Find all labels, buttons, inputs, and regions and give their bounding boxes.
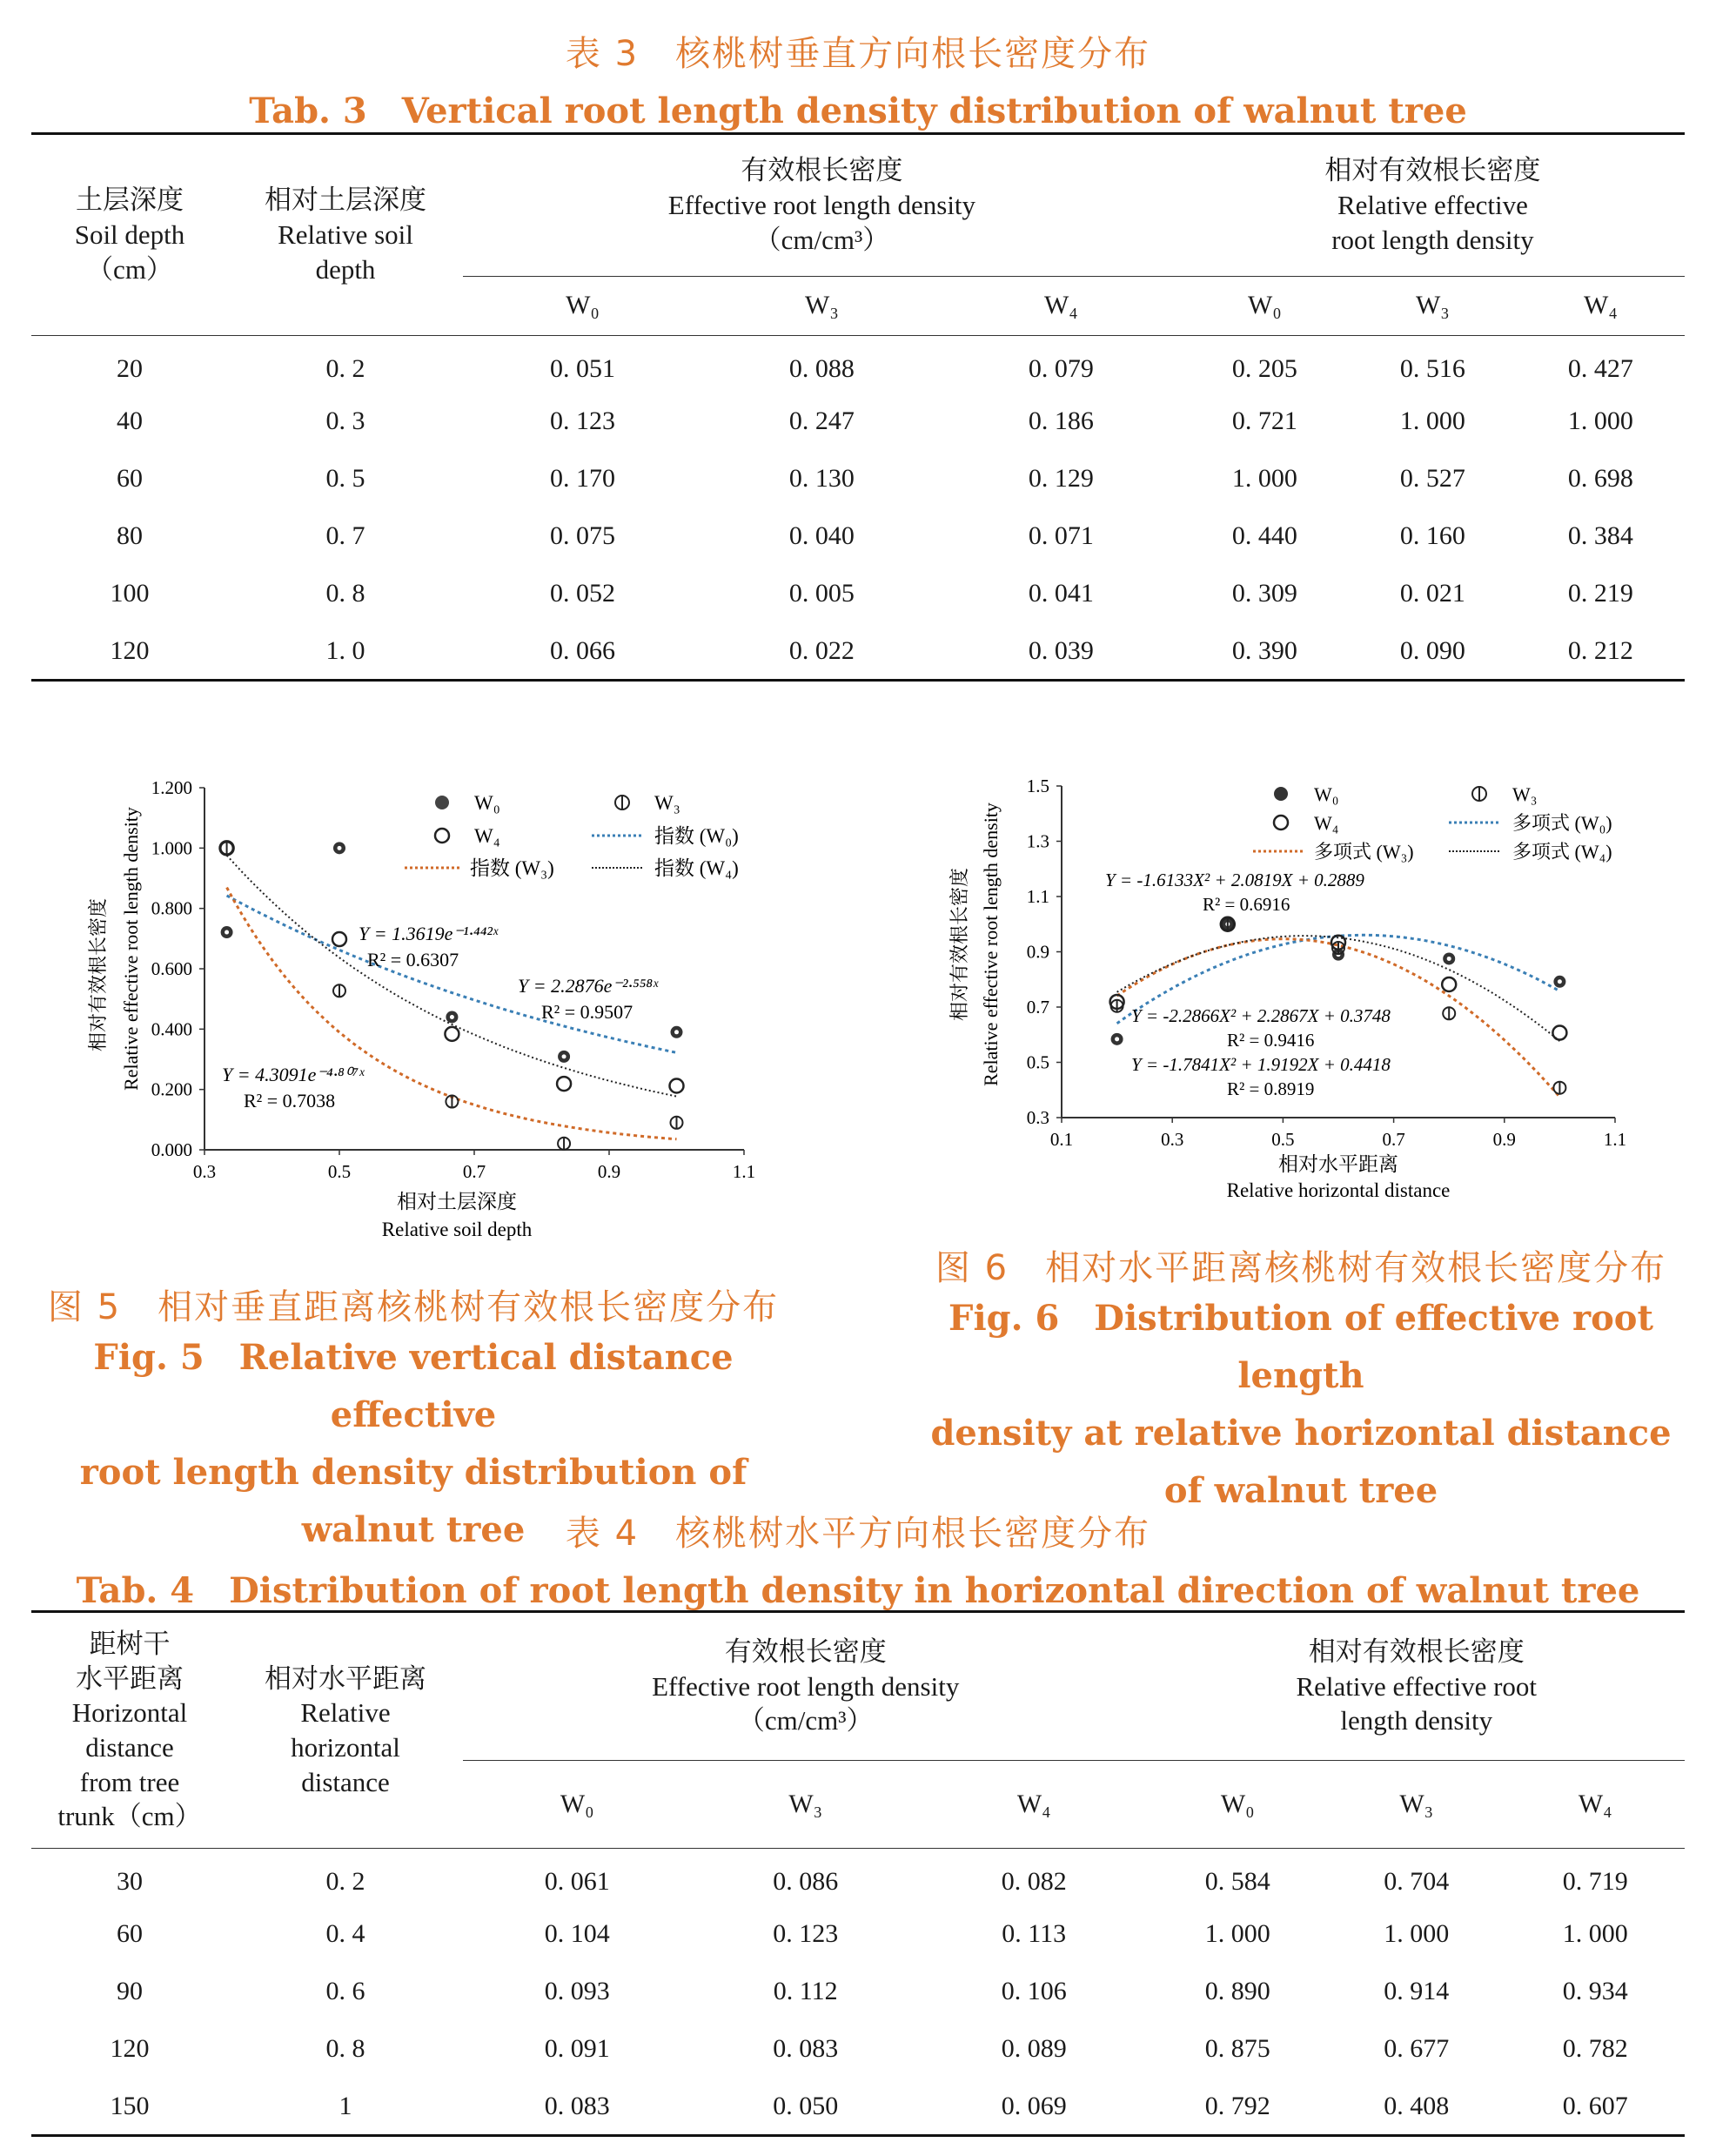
fig5-eq-w4: Y = 1.3619e⁻¹·⁴⁴²ˣ <box>359 923 499 944</box>
table-cell: 1. 000 <box>1204 1919 1270 1949</box>
legend-marker-w0 <box>1274 787 1288 801</box>
table3-sub-w3: W₃ <box>1415 291 1450 320</box>
fig5-xlabel-en: Relative soil depth <box>381 1219 533 1240</box>
legend-label-trend-w4: 指数 (W₄) <box>654 857 739 879</box>
table-cell: 20 <box>117 353 143 383</box>
x-tick-label: 0.7 <box>1382 1129 1405 1150</box>
fig6-eq-w4: Y = -1.7841X² + 1.9192X + 0.4418 <box>1131 1054 1391 1075</box>
y-tick-label: 0.5 <box>1026 1051 1049 1073</box>
table-cell: 0. 069 <box>1001 2091 1067 2120</box>
table-cell: 0. 091 <box>544 2034 610 2064</box>
table-cell: 0. 527 <box>1399 464 1465 494</box>
fig6-legend <box>1253 783 1612 863</box>
x-tick-label: 0.5 <box>327 1161 352 1182</box>
table-cell: 0. 106 <box>1001 1977 1067 2006</box>
table-row <box>31 1906 1685 1964</box>
legend-label-w4: W₄ <box>1314 812 1339 834</box>
table-cell: 100 <box>110 579 150 608</box>
table-cell: 1. 000 <box>1567 406 1633 436</box>
table-cell: 0. 113 <box>1002 1919 1067 1949</box>
legend-label-w3: W₃ <box>654 792 680 814</box>
table-cell: 0. 170 <box>549 464 615 494</box>
fig6-xlabel-en: Relative horizontal distance <box>1226 1179 1451 1201</box>
table-row <box>31 451 1685 508</box>
table4-sub-w3: W₃ <box>788 1789 823 1818</box>
table3-group1-header: 有效根长密度 Effective root length density （cm/cm³） <box>463 134 1181 277</box>
table-row <box>31 2021 1685 2079</box>
table-cell: 0. 104 <box>544 1919 610 1949</box>
table-cell: 0. 071 <box>1028 521 1094 551</box>
fig5-caption-en: Fig. 5 Relative vertical distance effective root length density distribution of walnut tree <box>79 1337 747 1550</box>
fig6-eq-w0: Y = -1.6133X² + 2.0819X + 0.2889 <box>1105 870 1364 890</box>
table-cell: 0. 075 <box>549 521 615 551</box>
table-cell: 0. 160 <box>1399 521 1465 551</box>
table-cell: 0. 4 <box>325 1919 365 1949</box>
x-tick-label: 1.1 <box>1603 1129 1627 1150</box>
x-tick-label: 0.9 <box>597 1161 621 1182</box>
fig5-r2-w4: R² = 0.6307 <box>367 949 459 971</box>
legend-label-trend-w0: 指数 (W₀) <box>654 825 739 847</box>
table-cell: 40 <box>117 406 143 436</box>
y-tick-label: 0.7 <box>1026 997 1049 1018</box>
table-row <box>31 2079 1685 2136</box>
y-tick-label: 1.000 <box>151 837 192 859</box>
y-tick-label: 0.800 <box>151 897 192 919</box>
y-tick-label: 0.9 <box>1026 941 1049 963</box>
table-cell: 0. 021 <box>1399 579 1465 608</box>
y-tick-label: 0.400 <box>151 1018 192 1040</box>
legend-label-w3: W₃ <box>1512 783 1538 805</box>
fig5-caption-cn: 图 5 相对垂直距离核桃树有效根长密度分布 <box>47 1287 780 1327</box>
table-cell: 0. 516 <box>1399 353 1465 383</box>
table-cell: 0. 050 <box>773 2091 839 2120</box>
table-cell: 0. 890 <box>1204 1977 1270 2006</box>
table4-sub-w4: W₄ <box>1016 1789 1051 1818</box>
table-cell: 0. 390 <box>1231 635 1297 665</box>
table-cell: 0. 8 <box>325 2034 365 2064</box>
fig6-r2-w3: R² = 0.9416 <box>1227 1030 1315 1051</box>
table4-sub-w4: W₄ <box>1578 1789 1612 1818</box>
table-row <box>31 1964 1685 2021</box>
legend-label-trend-w3: 多项式 (W₃) <box>1314 841 1414 863</box>
table4-sub-w0: W₀ <box>1220 1789 1255 1818</box>
table-cell: 0. 005 <box>788 579 855 608</box>
table-cell: 1 <box>339 2091 352 2120</box>
table-cell: 60 <box>117 1919 143 1949</box>
table3-col1-header: 土层深度 Soil depth （cm） <box>31 134 228 336</box>
table-cell: 1. 000 <box>1399 406 1465 436</box>
table4-group1-header: 有效根长密度 Effective root length density （cm/cm³） <box>463 1612 1148 1761</box>
data-point-series-2 <box>1442 977 1456 991</box>
table-cell: 1. 000 <box>1231 464 1297 494</box>
table4 <box>31 1610 1685 2137</box>
table-cell: 90 <box>117 1977 143 2006</box>
table3-sub-w4: W₄ <box>1043 291 1078 320</box>
table-cell: 0. 698 <box>1567 464 1633 494</box>
table3-sub-w0: W₀ <box>566 291 600 320</box>
table-cell: 0. 083 <box>544 2091 610 2120</box>
table-cell: 0. 052 <box>549 579 615 608</box>
table3 <box>31 132 1685 682</box>
legend-label-w0: W₀ <box>1314 783 1339 805</box>
table4-group2-header: 相对有效根长密度 Relative effective root length density <box>1148 1612 1685 1761</box>
table-cell: 150 <box>110 2091 150 2120</box>
table-cell: 0. 247 <box>788 406 855 436</box>
table-cell: 0. 792 <box>1204 2091 1270 2120</box>
table-cell: 0. 089 <box>1001 2034 1067 2064</box>
fig6-eq-w3: Y = -2.2866X² + 2.2867X + 0.3748 <box>1131 1005 1391 1026</box>
fig6-r2-w0: R² = 0.6916 <box>1203 894 1290 915</box>
table-cell: 0. 6 <box>325 1977 365 2006</box>
y-tick-label: 1.200 <box>151 777 192 798</box>
table4-col2-header: 相对水平距离 Relative horizontal distance <box>228 1612 463 1849</box>
table-cell: 0. 212 <box>1567 635 1633 665</box>
x-tick-label: 1.1 <box>732 1161 756 1182</box>
legend-label-trend-w3: 指数 (W₃) <box>470 857 554 879</box>
table-cell: 0. 584 <box>1204 1866 1270 1896</box>
table-cell: 0. 607 <box>1562 2091 1628 2120</box>
fig5-r2-w0: R² = 0.9507 <box>541 1001 633 1023</box>
table4-sub-w0: W₀ <box>560 1789 594 1818</box>
x-tick-label: 0.3 <box>192 1161 217 1182</box>
table-cell: 1. 000 <box>1562 1919 1628 1949</box>
fig5-eq-w3: Y = 4.3091e⁻⁴·⁸⁰⁷ˣ <box>222 1064 365 1085</box>
legend-label-trend-w4: 多项式 (W₄) <box>1512 841 1612 863</box>
table-cell: 0. 2 <box>325 1866 365 1896</box>
data-point-series-2 <box>332 932 346 946</box>
table-cell: 0. 186 <box>1028 406 1094 436</box>
data-point-series-2 <box>445 1027 459 1041</box>
legend-marker-w4 <box>1274 816 1288 829</box>
table3-sub-w0: W₀ <box>1247 291 1282 320</box>
fig6-caption-cn: 图 6 相对水平距离核桃树有效根长密度分布 <box>935 1248 1667 1288</box>
fig5-ylabel-en: Relative effective root length density <box>120 807 142 1091</box>
table-cell: 0. 123 <box>773 1919 839 1949</box>
table-cell: 0. 677 <box>1384 2034 1450 2064</box>
table-cell: 0. 205 <box>1231 353 1297 383</box>
fig6-ylabel-en: Relative effective root length density <box>980 803 1002 1086</box>
table-cell: 0. 8 <box>325 579 365 608</box>
table-row <box>31 623 1685 681</box>
table-row <box>31 508 1685 566</box>
table-cell: 0. 066 <box>549 635 615 665</box>
table4-title-en: Tab. 4 Distribution of root length density in horizontal direction of walnut tree <box>76 1570 1640 1611</box>
table3-title-cn: 表 3 核桃树垂直方向根长密度分布 <box>565 34 1151 74</box>
table-cell: 60 <box>117 464 143 494</box>
table-cell: 0. 086 <box>773 1866 839 1896</box>
x-tick-label: 0.3 <box>1161 1129 1184 1150</box>
x-tick-label: 0.1 <box>1049 1129 1074 1150</box>
table-cell: 0. 721 <box>1231 406 1297 436</box>
data-point-series-2 <box>1552 1026 1566 1040</box>
table-cell: 0. 083 <box>773 2034 839 2064</box>
table-cell: 1. 000 <box>1384 1919 1450 1949</box>
fig5-xlabel-cn: 相对土层深度 <box>397 1191 517 1212</box>
table-cell: 0. 090 <box>1399 635 1465 665</box>
legend-marker-w4 <box>435 829 449 843</box>
y-tick-label: 0.000 <box>151 1139 192 1160</box>
table-cell: 0. 129 <box>1028 464 1094 494</box>
y-tick-label: 1.3 <box>1026 830 1049 852</box>
table3-col2-header: 相对土层深度 Relative soil depth <box>228 134 463 336</box>
x-tick-label: 0.7 <box>462 1161 486 1182</box>
table-row <box>31 566 1685 623</box>
table-cell: 0. 039 <box>1028 635 1094 665</box>
table-cell: 1. 0 <box>325 635 365 665</box>
table-cell: 80 <box>117 521 143 551</box>
table-cell: 0. 782 <box>1562 2034 1628 2064</box>
table-cell: 0. 3 <box>325 406 365 436</box>
table-cell: 0. 719 <box>1562 1866 1628 1896</box>
table-cell: 120 <box>110 635 150 665</box>
table-cell: 0. 914 <box>1384 1977 1450 2006</box>
table-cell: 0. 427 <box>1567 353 1633 383</box>
table-cell: 0. 875 <box>1204 2034 1270 2064</box>
table4-title-cn: 表 4 核桃树水平方向根长密度分布 <box>565 1514 1151 1554</box>
table-cell: 0. 022 <box>788 635 855 665</box>
fig5-r2-w3: R² = 0.7038 <box>244 1090 336 1112</box>
table-cell: 0. 123 <box>549 406 615 436</box>
data-point-series-2 <box>557 1077 571 1091</box>
y-tick-label: 0.3 <box>1026 1107 1049 1128</box>
table-cell: 0. 704 <box>1384 1866 1450 1896</box>
table-cell: 0. 408 <box>1384 2091 1450 2120</box>
table-cell: 0. 061 <box>544 1866 610 1896</box>
table-cell: 0. 051 <box>549 353 615 383</box>
fig6-ylabel-cn: 相对有效根长密度 <box>948 867 970 1022</box>
table-cell: 0. 5 <box>325 464 365 494</box>
legend-label-trend-w0: 多项式 (W₀) <box>1512 812 1612 834</box>
x-tick-label: 0.9 <box>1492 1129 1516 1150</box>
table-cell: 0. 040 <box>788 521 855 551</box>
table4-sub-w3: W₃ <box>1399 1789 1434 1818</box>
table-row <box>31 393 1685 451</box>
table-cell: 0. 088 <box>788 353 855 383</box>
table-cell: 0. 219 <box>1567 579 1633 608</box>
table-row <box>31 336 1685 393</box>
fig5-eq-w0: Y = 2.2876e⁻²·⁵⁵⁸ˣ <box>518 975 659 997</box>
data-point-series-2 <box>670 1079 684 1093</box>
legend-label-w4: W₄ <box>474 825 500 847</box>
table-cell: 120 <box>110 2034 150 2064</box>
table3-sub-w3: W₃ <box>805 291 839 320</box>
y-tick-label: 1.5 <box>1026 776 1049 796</box>
fig6-r2-w4: R² = 0.8919 <box>1227 1078 1315 1099</box>
y-tick-label: 0.600 <box>151 958 192 979</box>
table-cell: 30 <box>117 1866 143 1896</box>
table-cell: 0. 440 <box>1231 521 1297 551</box>
table3-sub-w4: W₄ <box>1584 291 1618 320</box>
fig5-chart <box>35 749 818 1262</box>
table-cell: 0. 082 <box>1001 1866 1067 1896</box>
fig6-chart <box>931 766 1697 1219</box>
table-cell: 0. 2 <box>325 353 365 383</box>
table-cell: 0. 093 <box>544 1977 610 2006</box>
table-cell: 0. 7 <box>325 521 365 551</box>
y-tick-label: 1.1 <box>1026 886 1049 907</box>
fig5-legend <box>405 792 739 879</box>
fig5-ylabel-cn: 相对有效根长密度 <box>87 897 109 1052</box>
table-cell: 0. 112 <box>773 1977 838 2006</box>
table3-title-en: Tab. 3 Vertical root length density distribution of walnut tree <box>249 91 1467 131</box>
table4-col1-header: 距树干 水平距离 Horizontal distance from tree trunk（cm） <box>31 1612 228 1849</box>
table3-group2-header: 相对有效根长密度 Relative effective root length density <box>1181 134 1685 277</box>
table-cell: 0. 309 <box>1231 579 1297 608</box>
table-cell: 0. 934 <box>1562 1977 1628 2006</box>
table-cell: 0. 041 <box>1028 579 1094 608</box>
table-row <box>31 1849 1685 1906</box>
y-tick-label: 0.200 <box>151 1078 192 1100</box>
table-cell: 0. 079 <box>1028 353 1094 383</box>
fig6-caption-en: Fig. 6 Distribution of effective root length density at relative horizontal distance of walnut tree <box>930 1298 1672 1511</box>
fig6-xlabel-cn: 相对水平距离 <box>1278 1153 1398 1175</box>
legend-label-w0: W₀ <box>474 792 500 814</box>
x-tick-label: 0.5 <box>1271 1129 1295 1150</box>
table-cell: 0. 130 <box>788 464 855 494</box>
legend-marker-w0 <box>435 796 449 809</box>
table-cell: 0. 384 <box>1567 521 1633 551</box>
